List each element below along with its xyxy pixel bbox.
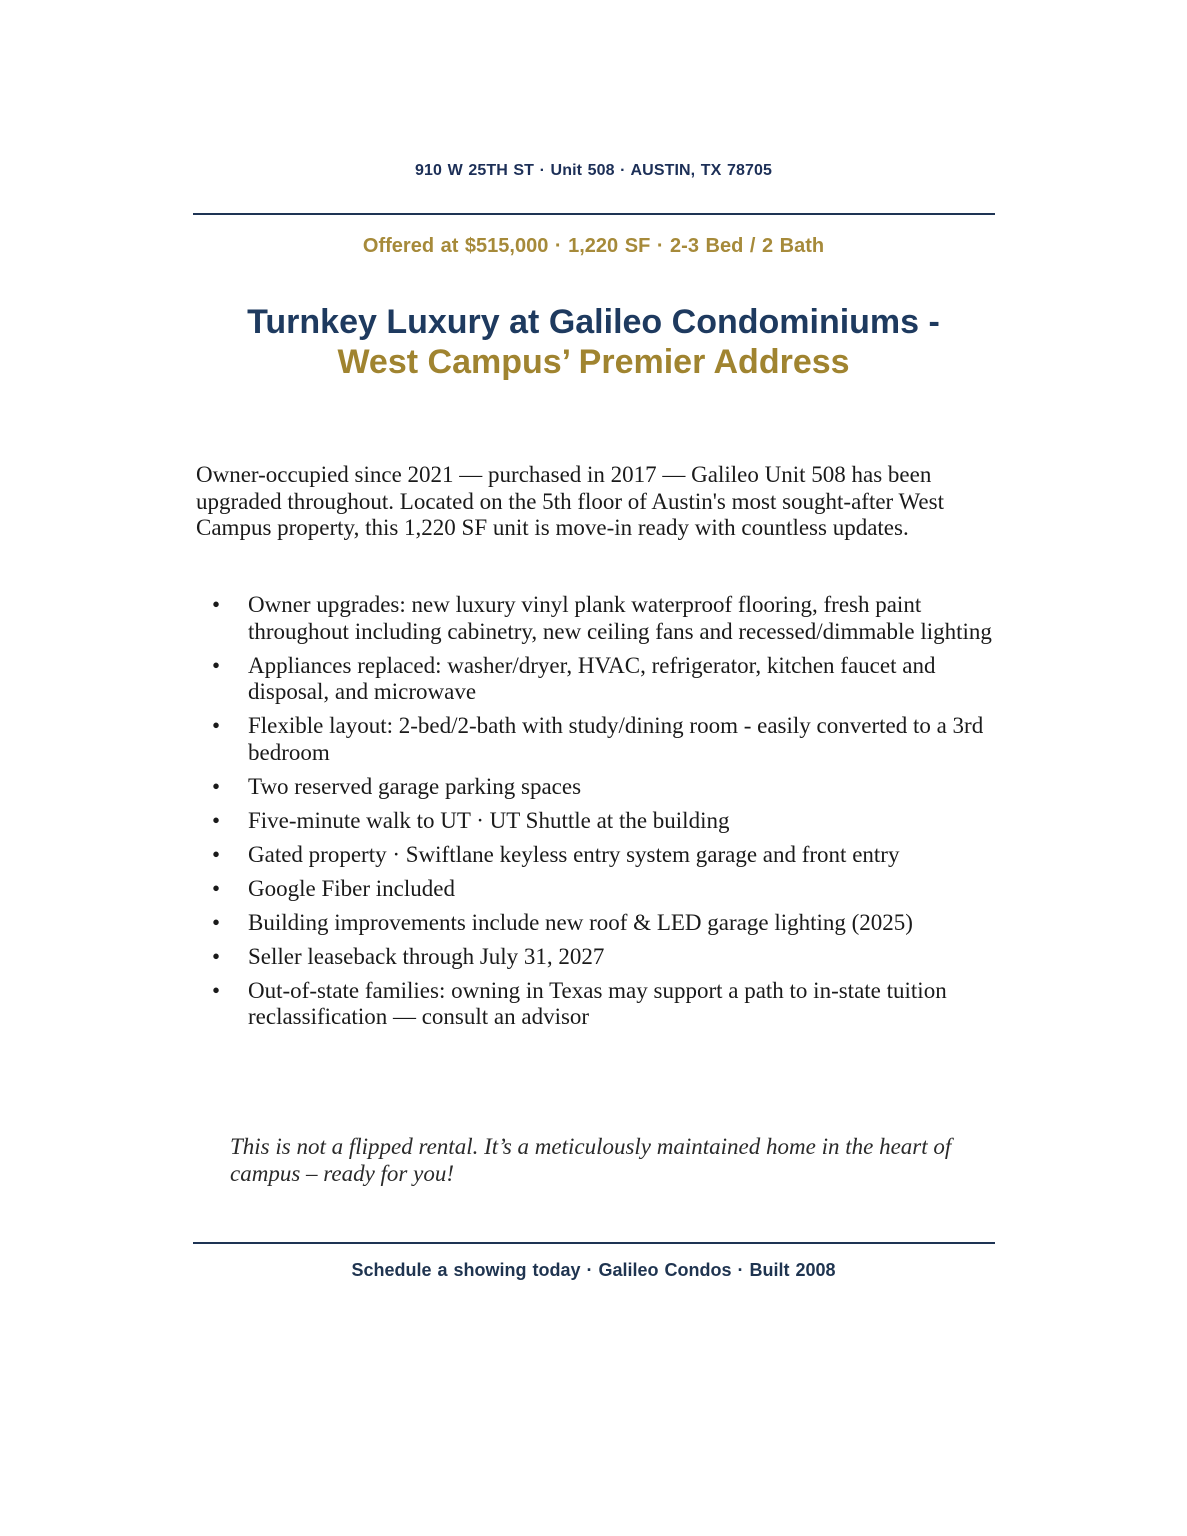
- feature-text: Gated property · Swiftlane keyless entry system garage and front entry: [248, 841, 900, 867]
- feature-text: Owner upgrades: new luxury vinyl plank waterproof flooring, fresh paint throughout including cabinetry, new ceiling fans and recessed/dimmable lighting: [248, 592, 992, 644]
- closing-quote: This is not a flipped rental. It’s a meticulously maintained home in the heart of campus – ready for you!: [230, 1134, 952, 1186]
- feature-list: [196, 592, 996, 1038]
- headline: [0, 302, 1187, 382]
- top-divider: [193, 213, 995, 215]
- bullet-icon: •: [212, 875, 221, 901]
- bullet-icon: •: [212, 652, 221, 678]
- property-address: 910 W 25TH ST · Unit 508 · AUSTIN, TX 78705: [415, 162, 772, 179]
- feature-text: Building improvements include new roof & LED garage lighting (2025): [248, 909, 913, 935]
- feature-text: Seller leaseback through July 31, 2027: [248, 943, 605, 969]
- feature-item: [196, 910, 996, 937]
- feature-item: [196, 842, 996, 869]
- feature-item: [196, 774, 996, 801]
- bottom-divider: [193, 1242, 995, 1244]
- offer-summary: Offered at $515,000 · 1,220 SF · 2-3 Bed / 2 Bath: [362, 235, 825, 257]
- feature-text: Five-minute walk to UT · UT Shuttle at the building: [248, 807, 730, 833]
- feature-item: [196, 876, 996, 903]
- feature-text: Two reserved garage parking spaces: [248, 773, 582, 799]
- bullet-icon: •: [212, 977, 221, 1003]
- intro-paragraph: Owner-occupied since 2021 — purchased in 2017 — Galileo Unit 508 has been upgraded throughout. Located on the 5th floor of Austin's most sought-after West Campus property, this 1,220 SF unit is move-in ready with countless updates.: [196, 462, 944, 540]
- feature-item: [196, 713, 996, 766]
- feature-item: [196, 944, 996, 971]
- bullet-icon: •: [212, 841, 221, 867]
- headline-line-1: Turnkey Luxury at Galileo Condominiums -: [247, 303, 940, 341]
- feature-text: Google Fiber included: [248, 875, 455, 901]
- feature-item: [196, 808, 996, 835]
- bullet-icon: •: [212, 909, 221, 935]
- bullet-icon: •: [212, 943, 221, 969]
- feature-item: [196, 653, 996, 706]
- headline-line-2: West Campus’ Premier Address: [337, 343, 850, 381]
- bullet-icon: •: [212, 773, 221, 799]
- footer-line: Schedule a showing today · Galileo Condos · Built 2008: [351, 1260, 836, 1280]
- bullet-icon: •: [212, 807, 221, 833]
- bullet-icon: •: [212, 713, 221, 738]
- feature-item: [196, 978, 996, 1031]
- feature-text: Appliances replaced: washer/dryer, HVAC, refrigerator, kitchen faucet and disposal, and microwave: [248, 652, 936, 704]
- feature-item: [196, 592, 996, 645]
- feature-text: Flexible layout: 2-bed/2-bath with study/dining room - easily converted to a 3rd bedroom: [248, 713, 984, 765]
- bullet-icon: •: [212, 592, 221, 617]
- feature-text: Out-of-state families: owning in Texas may support a path to in-state tuition reclassification — consult an advisor: [248, 977, 947, 1029]
